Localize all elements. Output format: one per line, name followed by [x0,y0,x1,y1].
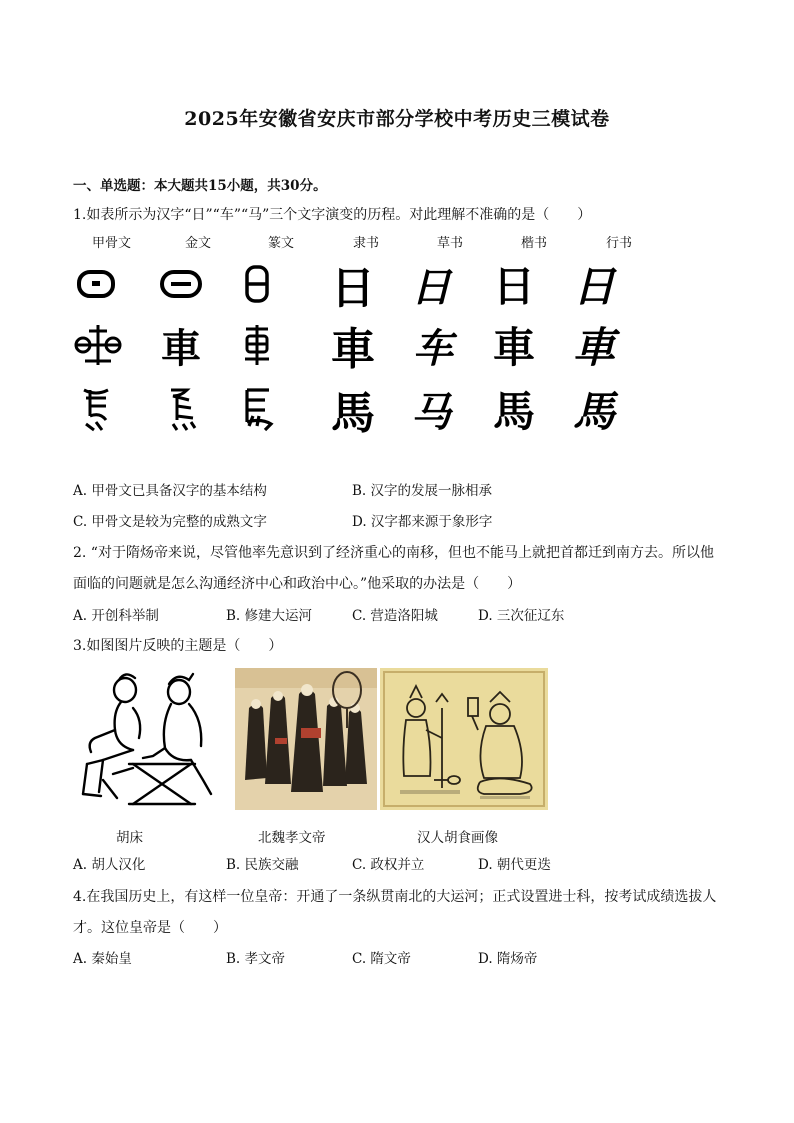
q3-caption-3: 汉人胡食画像 [417,830,498,846]
q4-option-a[interactable]: A. 秦始皇 [73,951,132,967]
q2-stem-line2: 面临的问题就是怎么沟通经济中心和政治中心。”他采取的办法是（ ） [73,576,522,592]
q4-stem-line2: 才。这位皇帝是（ ） [73,920,227,936]
glyph-ma-kaishu: 馬 [492,387,535,436]
glyph-che-jiaguwen [70,320,126,370]
q1-header-lishu: 隶书 [353,236,380,251]
glyph-che-lishu: 車 [331,324,375,375]
q1-stem: 1.如表所示为汉字“日”“车”“马”三个文字演变的历程。对此理解不准确的是（ ） [73,207,592,223]
q4-option-d[interactable]: D. 隋炀帝 [478,951,538,967]
glyph-ri-lishu: 日 [331,263,375,314]
glyph-ri-zhuanwen [229,259,285,309]
q2-option-b[interactable]: B. 修建大运河 [226,608,313,624]
page-title: 2025年安徽省安庆市部分学校中考历史三模试卷 [184,108,610,130]
q3-option-c[interactable]: C. 政权并立 [352,857,425,873]
glyph-ma-zhuanwen [231,384,287,434]
glyph-ma-jiaguwen [68,384,124,434]
q3-caption-2: 北魏孝文帝 [258,830,326,846]
glyph-ma-jinwen [153,384,209,434]
q4-stem-line1: 4.在我国历史上，有这样一位皇帝：开通了一条纵贯南北的大运河；正式设置进士科，按考试成绩选拔人 [73,889,717,905]
glyph-che-jinwen: 車 [161,324,201,372]
q1-header-jinwen: 金文 [185,236,212,251]
q1-option-b[interactable]: B. 汉字的发展一脉相承 [352,483,493,499]
glyph-ri-xingshu: 日 [572,262,615,311]
q1-option-d[interactable]: D. 汉字都来源于象形字 [352,514,493,530]
q3-option-a[interactable]: A. 胡人汉化 [73,857,146,873]
q2-option-a[interactable]: A. 开创科举制 [73,608,159,624]
q4-option-b[interactable]: B. 孝文帝 [226,951,286,967]
glyph-ri-jinwen [153,259,209,309]
q3-stem: 3.如图图片反映的主题是（ ） [73,638,283,654]
q1-option-a[interactable]: A. 甲骨文已具备汉字的基本结构 [73,483,267,499]
q3-option-b[interactable]: B. 民族交融 [226,857,299,873]
q1-option-c[interactable]: C. 甲骨文是较为完整的成熟文字 [73,514,267,530]
glyph-che-xingshu: 車 [572,323,615,372]
q3-caption-1: 胡床 [116,830,143,846]
image-beiwei-xiaowendi [235,668,377,810]
image-hu-chuang [73,668,219,810]
glyph-ri-kaishu: 日 [492,262,535,311]
q2-option-c[interactable]: C. 营造洛阳城 [352,608,438,624]
q1-header-kaishu: 楷书 [521,236,548,251]
glyph-ri-caoshu: 日 [411,263,451,311]
glyph-che-zhuanwen [229,320,285,370]
q2-stem-line1: 2. “对于隋炀帝来说，尽管他率先意识到了经济重心的南移，但也不能马上就把首都迁到南方去。所以他 [73,545,714,561]
q2-option-d[interactable]: D. 三次征辽东 [478,608,565,624]
section-heading: 一、单选题：本大题共15小题，共30分。 [73,178,327,194]
q1-header-xingshu: 行书 [606,236,633,251]
q4-option-c[interactable]: C. 隋文帝 [352,951,411,967]
glyph-ma-lishu: 馬 [331,388,375,439]
q3-option-d[interactable]: D. 朝代更迭 [478,857,551,873]
q1-header-caoshu: 草书 [437,236,464,251]
glyph-che-caoshu: 车 [413,324,453,372]
glyph-ma-xingshu: 馬 [572,387,615,436]
image-hanren-hushi [380,668,548,810]
glyph-che-kaishu: 車 [492,323,535,372]
glyph-ri-jiaguwen [68,259,124,309]
q1-header-jiaguwen: 甲骨文 [92,236,132,251]
q1-header-zhuanwen: 篆文 [268,236,295,251]
glyph-ma-caoshu: 马 [411,388,451,436]
